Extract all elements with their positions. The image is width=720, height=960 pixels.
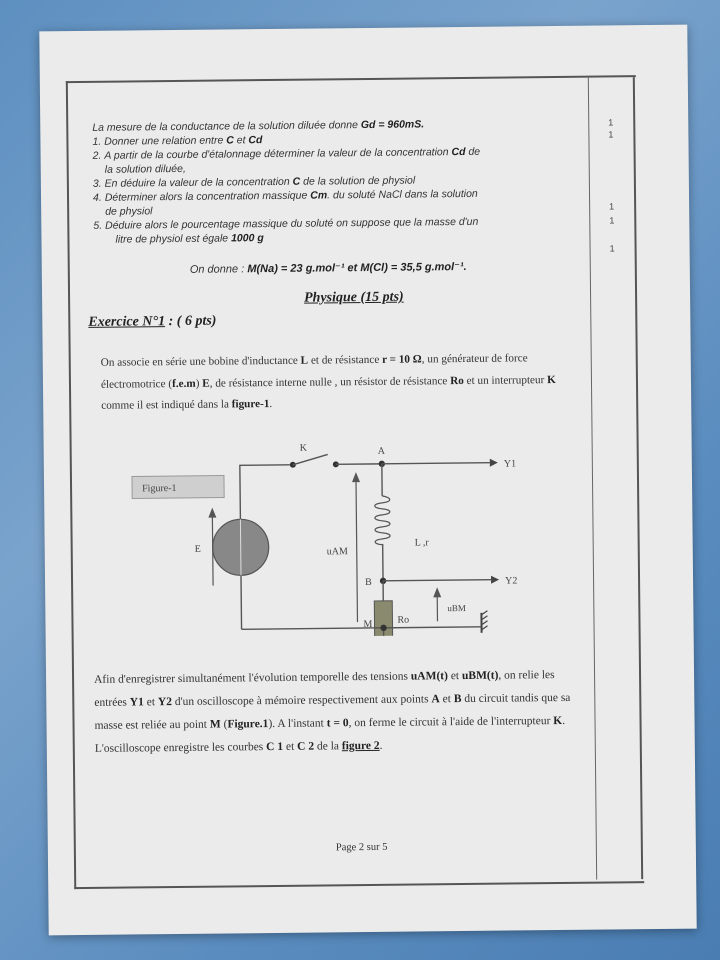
score-mark: 1 <box>608 117 614 128</box>
label-ro: Ro <box>397 614 410 626</box>
y1-arrow <box>490 459 498 467</box>
score-margin-column <box>588 77 643 879</box>
chem-question-4: 4. Déterminer alors la concentration massique Cm. du soluté NaCl dans la solution <box>92 187 478 204</box>
label-uam: uAM <box>326 546 348 558</box>
chem-question-4-cont: de physiol <box>105 205 153 218</box>
e-arrow-head <box>208 508 216 518</box>
chem-intro: La mesure de la conductance de la solution diluée donne Gd = 960mS. <box>92 118 425 134</box>
uam-arrow-head <box>352 472 360 482</box>
ubm-arrow-head <box>433 587 441 597</box>
label-lr: L ,r <box>414 537 429 549</box>
label-m: M <box>363 618 373 631</box>
chem-question-5: 5. Déduire alors le pourcentage massique du soluté on suppose que la masse d'un <box>93 215 479 232</box>
chem-question-3: 3. En déduire la valeur de la concentration C de la solution de physiol <box>92 174 416 190</box>
score-mark: 1 <box>609 215 615 226</box>
figure-label: Figure-1 <box>142 483 177 495</box>
exam-page <box>39 25 696 936</box>
label-y1: Y1 <box>503 458 517 470</box>
label-e: E <box>194 543 201 555</box>
chem-question-1: 1. Donner une relation entre C et Cd <box>92 134 263 148</box>
label-ubm: uBM <box>447 602 466 614</box>
given-molar-masses: On donne : M(Na) = 23 g.mol⁻¹ et M(Cl) = 35,5 g.mol⁻¹. <box>189 260 467 276</box>
physics-section-title: Physique (15 pts) <box>304 289 404 306</box>
chem-question-2-cont: la solution diluée, <box>104 162 186 176</box>
generator-line <box>240 519 241 575</box>
uam-arrow-shaft <box>356 478 358 622</box>
score-mark: 1 <box>608 129 614 140</box>
switch-k-blade <box>293 454 328 464</box>
wire-y2 <box>383 580 491 581</box>
label-b: B <box>365 576 372 589</box>
inductor-coil <box>375 496 391 545</box>
score-mark: 1 <box>609 243 615 254</box>
score-mark: 1 <box>609 201 615 212</box>
ground-hatch <box>481 611 487 615</box>
exercise-paragraph-2: Afin d'enregistrer simultanément l'évolution temporelle des tensions uAM(t) et uBM(t), on relie les entrées Y1 et Y2 d'un oscilloscope à mémoire respectivement aux points A et B du circuit tandis que sa masse est reliée au point M (Figure.1). A l'instant t = 0, on ferme le circuit à l'aide de l'interrupteur K. L'oscilloscope enregistre les courbes C 1 et C 2 de la figure 2. <box>94 669 571 755</box>
chem-question-5-cont: litre de physiol est égale 1000 g <box>115 232 264 246</box>
wire-bottom <box>242 627 482 630</box>
label-y2: Y2 <box>505 575 518 587</box>
label-a: A <box>377 445 385 457</box>
chemistry-questions <box>92 116 579 247</box>
e-arrow-shaft <box>212 514 213 586</box>
wire-y1 <box>382 463 490 464</box>
circuit-diagram <box>99 424 521 638</box>
label-k: K <box>299 442 307 454</box>
y2-arrow <box>491 576 499 584</box>
exercise-title: Exercice N°1 : ( 6 pts) <box>88 313 217 330</box>
page-number: Page 2 sur 5 <box>335 841 388 854</box>
exercise-paragraph-1: On associe en série une bobine d'inductance L et de résistance r = 10 Ω, un générateur de force électromotrice (f.e.m) E, de résistance interne nulle , un résistor de résistance Ro et un interrupteur K comme il est indiqué dans la figure-1. <box>100 352 556 412</box>
chem-question-2: 2. A partir de la courbe d'étalonnage déterminer la valeur de la concentration Cd de <box>92 145 481 162</box>
